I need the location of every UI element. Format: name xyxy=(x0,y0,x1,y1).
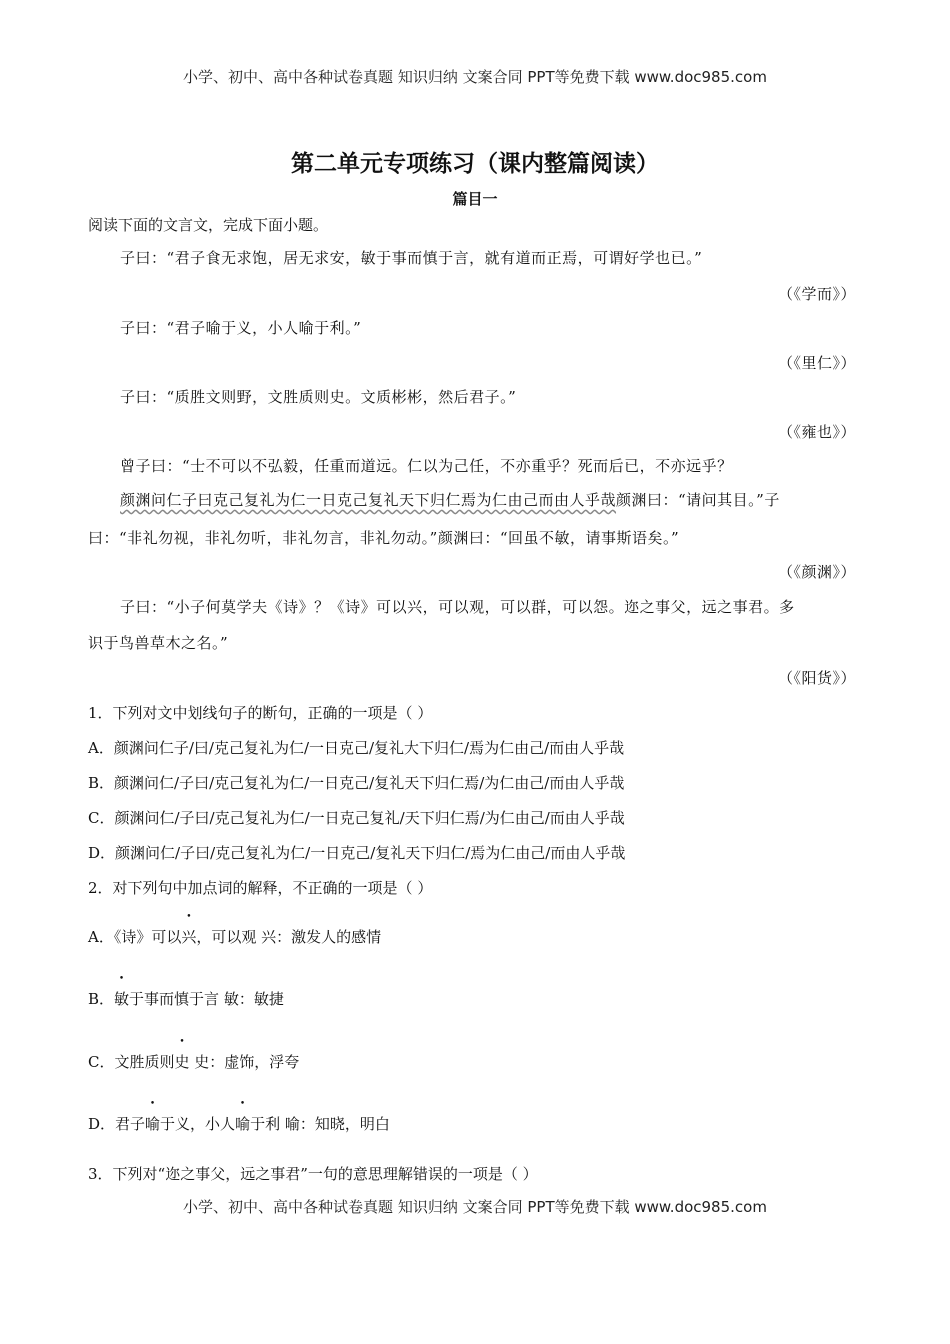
option-d-text: D．君子 xyxy=(88,1115,146,1133)
dotted-word-c: 史 xyxy=(174,1053,190,1071)
question-3-stem: 3．下列对“迩之事父，远之事君”一句的意思理解错误的一项是（ ） xyxy=(88,1165,538,1183)
instruction: 阅读下面的文言文，完成下面小题。 xyxy=(88,216,329,234)
passage-paragraph-4: 曾子曰：“士不可以不弘毅，任重而道远。仁以为己任，不亦重乎？死而后已，不亦远乎？ xyxy=(120,457,733,475)
passage-source-2: （《里仁》） xyxy=(777,354,856,372)
section-subtitle: 篇目一 xyxy=(452,190,498,208)
dotted-word-a: 兴 xyxy=(181,928,197,946)
option-b-explanation: 于事而慎于言 敏：敏捷 xyxy=(129,990,284,1008)
question-2-stem: 2．对下列句中加点词的解释，不正确的一项是（ ） xyxy=(88,879,433,897)
question-1-option-c: C．颜渊问仁/子曰/克己复礼为仁/一日克己复礼/天下归仁焉/为仁由己/而由人乎哉 xyxy=(88,809,625,827)
question-1-option-b: B．颜渊问仁/子曰/克己复礼为仁/一日克己/复礼天下归仁焉/为仁由己/而由人乎哉 xyxy=(88,774,625,792)
passage-paragraph-5 xyxy=(120,489,780,510)
passage-paragraph-6-line-2: 识于鸟兽草木之名。” xyxy=(88,634,229,652)
dotted-word-b: 敏 xyxy=(114,990,130,1008)
option-b-label: B． xyxy=(88,990,115,1008)
option-d-explanation: 于利 喻：知晓，明白 xyxy=(250,1115,390,1133)
passage-paragraph-1: 子曰：“君子食无求饱，居无求安，敏于事而慎于言，就有道而正焉，可谓好学也已。” xyxy=(120,249,703,267)
question-2-option-b xyxy=(88,988,284,1009)
option-a-text: A．《诗》可以 xyxy=(88,928,182,946)
passage-paragraph-3: 子曰：“质胜文则野，文胜质则史。文质彬彬，然后君子。” xyxy=(120,388,517,406)
dotted-word-d2: 喻 xyxy=(235,1115,251,1133)
question-1-stem: 1．下列对文中划线句子的断句，正确的一项是（ ） xyxy=(88,704,433,722)
passage-paragraph-5-rest: 颜渊曰：“请问其目。”子 xyxy=(616,491,780,509)
question-2-option-d xyxy=(88,1113,390,1134)
option-c-text: C．文胜质则 xyxy=(88,1053,175,1071)
page-title: 第二单元专项练习（课内整篇阅读） xyxy=(291,150,659,177)
passage-paragraph-2: 子曰：“君子喻于义，小人喻于利。” xyxy=(120,319,362,337)
question-1-option-a: A．颜渊问仁子/曰/克己复礼为仁/一日克己/复礼大下归仁/焉为仁由己/而由人乎哉 xyxy=(88,739,625,757)
option-c-explanation: 史：虚饰，浮夸 xyxy=(189,1053,300,1071)
dotted-word-d1: 喻 xyxy=(145,1115,161,1133)
passage-source-6: （《阳货》） xyxy=(777,669,856,687)
header-banner: 小学、初中、高中各种试卷真题 知识归纳 文案合同 PPT等免费下载 www.doc985.com xyxy=(183,68,767,86)
question-2-option-a xyxy=(88,926,381,947)
passage-source-3: （《雍也》） xyxy=(777,423,856,441)
option-d-middle: 于义，小人 xyxy=(160,1115,236,1133)
option-a-explanation: ，可以观 兴：激发人的感情 xyxy=(196,928,382,946)
passage-paragraph-5-line-2: 曰：“非礼勿视，非礼勿听，非礼勿言，非礼勿动。”颜渊曰：“回虽不敏，请事斯语矣。” xyxy=(88,529,680,547)
passage-source-1: （《学而》） xyxy=(777,285,856,303)
footer-banner: 小学、初中、高中各种试卷真题 知识归纳 文案合同 PPT等免费下载 www.doc985.com xyxy=(183,1198,767,1216)
passage-source-5: （《颜渊》） xyxy=(777,563,856,581)
question-2-option-c xyxy=(88,1051,299,1072)
passage-paragraph-6: 子曰：“小子何莫学夫《诗》？《诗》可以兴，可以观，可以群，可以怨。迩之事父，远之事君。多 xyxy=(120,598,795,616)
question-1-option-d: D．颜渊问仁/子曰/克己复礼为仁/一日克己/复礼天下归仁/焉为仁由己/而由人乎哉 xyxy=(88,844,626,862)
underlined-sentence: 颜渊问仁子曰克己复礼为仁一日克己复礼天下归仁焉为仁由己而由人乎哉 xyxy=(120,491,617,509)
